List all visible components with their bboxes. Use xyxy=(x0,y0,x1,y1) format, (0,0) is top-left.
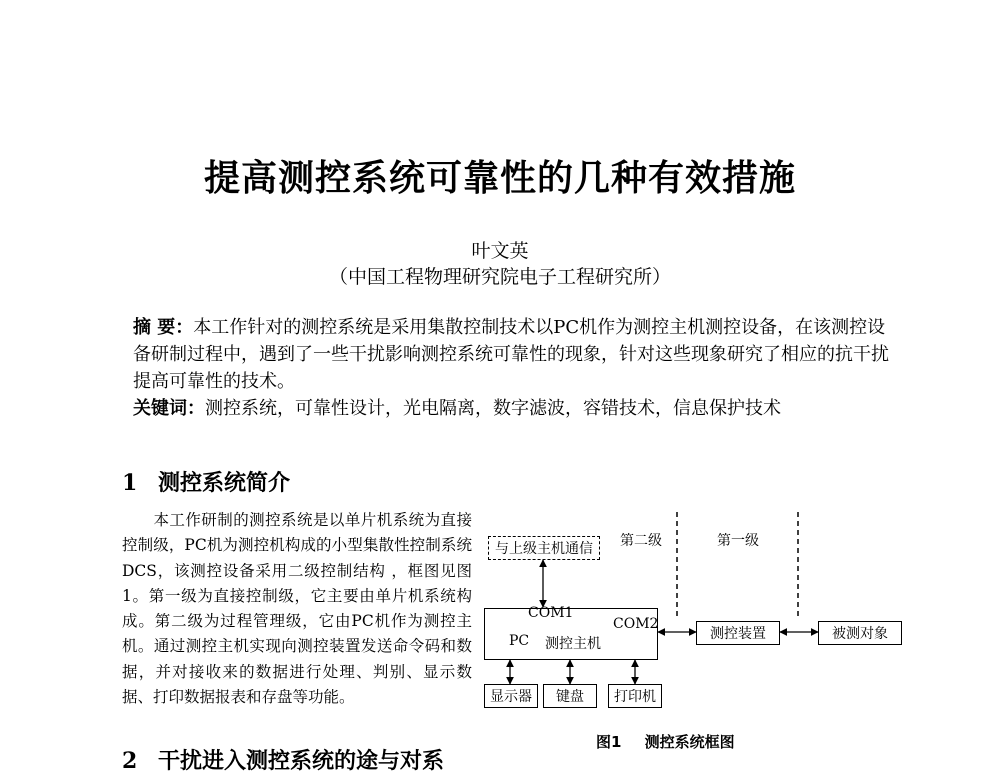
author: 叶文英 xyxy=(471,240,529,262)
figure-1-caption: 图1 测控系统框图 xyxy=(596,733,735,751)
level-1-label: 第一级 xyxy=(717,533,759,549)
abstract-block xyxy=(133,314,893,422)
keyboard-box: 键盘 xyxy=(543,684,597,708)
section-1-heading xyxy=(122,466,290,497)
section-2-number: 2 xyxy=(122,748,138,774)
abstract-label: 摘 要： xyxy=(133,317,194,338)
target-box: 被测对象 xyxy=(818,621,902,645)
pc-label: PC xyxy=(509,633,530,649)
section-1-paragraph: 本工作研制的测控系统是以单片机系统为直接控制级，PC机为测控机构成的小型集散性控制系统DCS，该测控设备采用二级控制结构 ，框图见图1。第一级为直接控制级，它主要由单片机系统构成。第二级为过程管理级，它由PC机作为测控主机。通过测控主机实现向测控装置发送命令码和数据，并对接收来的数据进行处理、判别、显示数据、打印数据报表和存盘等功能。 xyxy=(122,511,472,707)
keywords-text: 测控系统，可靠性设计，光电隔离，数字滤波，容错技术，信息保护技术 xyxy=(205,398,781,419)
section-1-title: 测控系统简介 xyxy=(158,471,291,496)
abstract-text: 本工作针对的测控系统是采用集散控制技术以PC机作为测控主机测控设备，在该测控设备研制过程中，遇到了一些干扰影响测控系统可靠性的现象，针对这些现象研究了相应的抗干扰提高可靠性的技术。 xyxy=(133,317,889,392)
com2-label: COM2 xyxy=(613,616,659,632)
paper-title: 提高测控系统可靠性的几种有效措施 xyxy=(203,158,796,199)
pc-host-label: 测控主机 xyxy=(545,636,601,652)
printer-box: 打印机 xyxy=(608,684,662,708)
section-1-number: 1 xyxy=(122,470,138,496)
figure-1 xyxy=(480,508,920,760)
com1-label: COM1 xyxy=(528,605,574,621)
level-2-label: 第二级 xyxy=(620,533,662,549)
pc-host-box xyxy=(484,605,659,660)
section-2-title: 干扰进入测控系统的途与对系 xyxy=(158,749,445,774)
upper-comm-box: 与上级主机通信 xyxy=(488,536,600,560)
device-box: 测控装置 xyxy=(696,621,780,645)
affiliation: （中国工程物理研究院电子工程研究所） xyxy=(328,266,671,288)
keywords-label: 关键词： xyxy=(133,398,205,419)
display-box: 显示器 xyxy=(484,684,538,708)
